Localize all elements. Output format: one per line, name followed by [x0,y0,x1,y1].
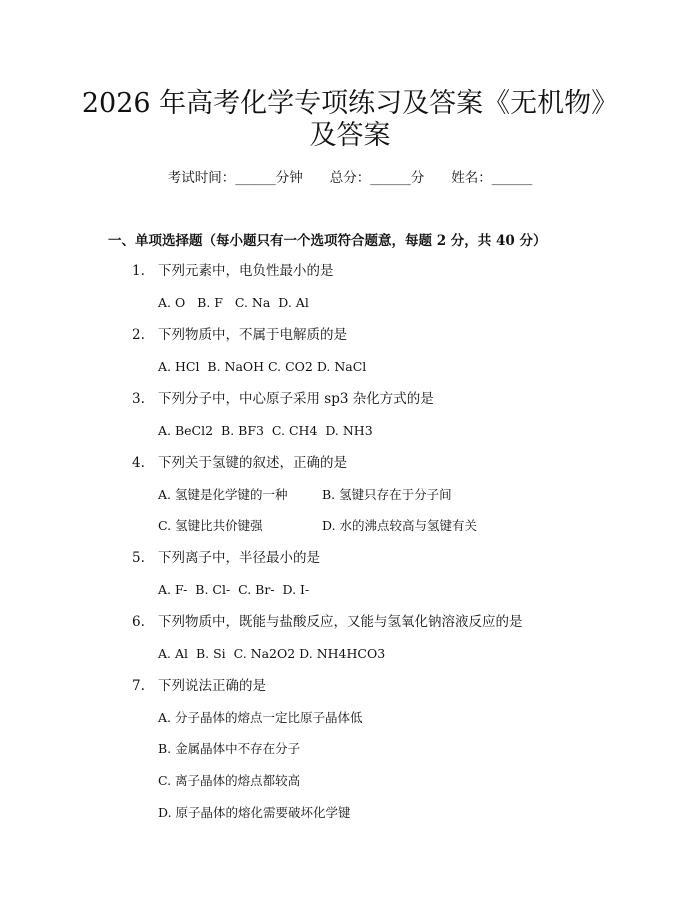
question-text: 下列物质中，既能与盐酸反应，又能与氢氧化钠溶液反应的是 [158,614,523,630]
question-text: 下列分子中，中心原子采用 sp3 杂化方式的是 [158,391,434,407]
question-text: 下列离子中，半径最小的是 [158,550,320,566]
question-7-option-c: C. 离子晶体的熔点都较高 [158,773,301,788]
question-text: 下列说法正确的是 [158,678,266,694]
question-number: 4. [132,455,145,471]
question-4-option-c: C. 氢键比共价键强 [158,518,263,533]
question-3-options: A. BeCl2 B. BF3 C. CH4 D. NH3 [158,423,373,438]
section-heading: 一、单项选择题（每小题只有一个选项符合题意，每题 2 分，共 40 分） [108,233,547,249]
question-number: 5. [132,550,145,566]
page-title-line2: 及答案 [309,120,391,151]
question-4-option-b: B. 氢键只存在于分子间 [322,487,452,502]
question-text: 下列元素中，电负性最小的是 [158,263,334,279]
question-number: 7. [132,678,145,694]
question-7-option-a: A. 分子晶体的熔点一定比原子晶体低 [158,710,363,725]
exam-info-line: 考试时间：______分钟 总分：______分 姓名：______ [167,170,533,186]
question-number: 6. [132,614,145,630]
question-number: 1. [132,263,145,279]
question-text: 下列关于氢键的叙述，正确的是 [158,455,347,471]
question-4-option-d: D. 水的沸点较高与氢键有关 [322,518,478,533]
question-4-option-a: A. 氢键是化学键的一种 [158,487,288,502]
question-2-options: A. HCl B. NaOH C. CO2 D. NaCl [158,359,367,374]
question-number: 3. [132,391,145,407]
question-7-option-b: B. 金属晶体中不存在分子 [158,741,301,756]
question-number: 2. [132,327,145,343]
question-6-options: A. Al B. Si C. Na2O2 D. NH4HCO3 [158,646,386,661]
question-text: 下列物质中，不属于电解质的是 [158,327,347,343]
page-title-line1: 2026 年高考化学专项练习及答案《无机物》 [81,88,619,119]
question-1-options: A. O B. F C. Na D. Al [158,295,309,310]
question-5-options: A. F- B. Cl- C. Br- D. I- [158,582,310,597]
question-7-option-d: D. 原子晶体的熔化需要破坏化学键 [158,805,351,820]
